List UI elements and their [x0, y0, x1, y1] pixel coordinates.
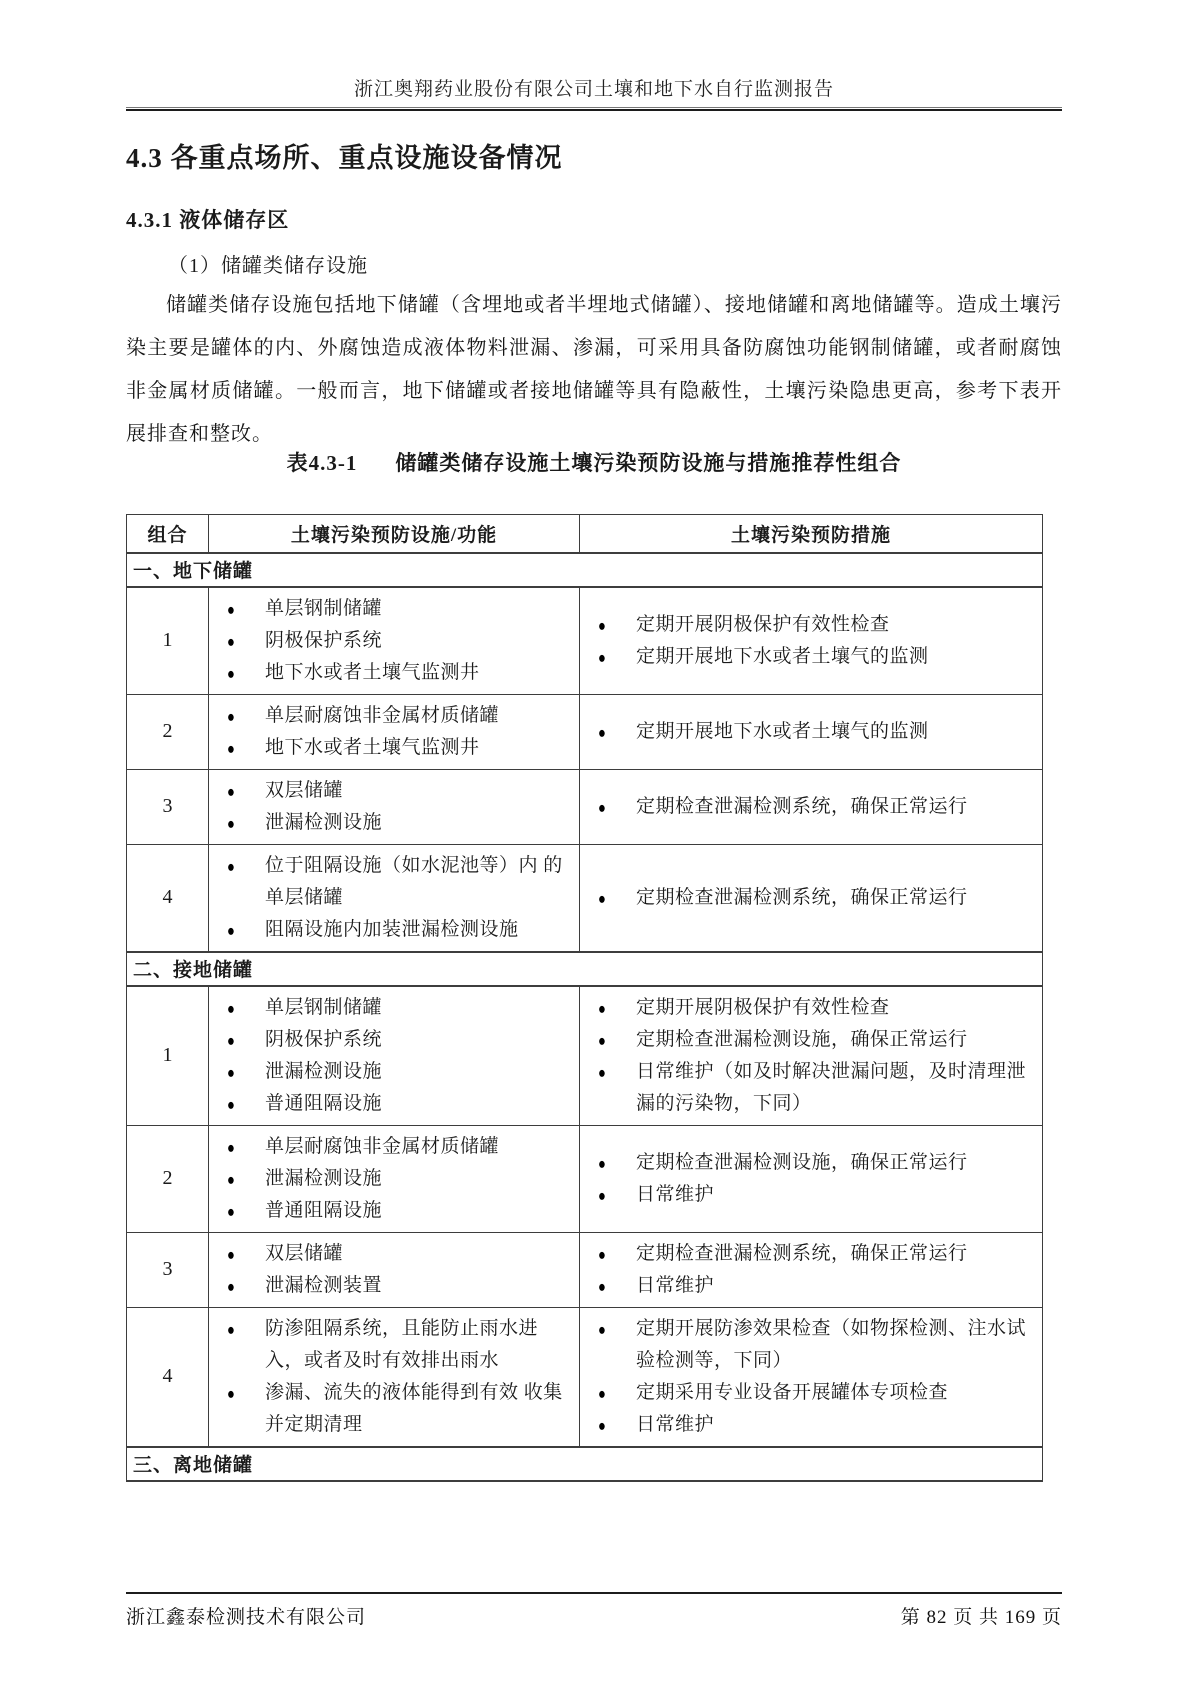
bullet-icon: ●	[227, 1383, 236, 1403]
bullet-icon: ●	[598, 1185, 607, 1205]
bullet-icon: ●	[598, 888, 607, 908]
bullet-icon: ●	[598, 1415, 607, 1435]
bullet-list	[209, 700, 573, 764]
table-section-row	[127, 952, 1043, 986]
list-item	[209, 657, 573, 689]
page-header-title: 浙江奥翔药业股份有限公司土壤和地下水自行监测报告	[353, 79, 834, 100]
bullet-list	[580, 1313, 1036, 1441]
column-header-facilities: 土壤污染预防设施/功能	[209, 515, 580, 553]
table-section-row	[127, 553, 1043, 587]
combination-number: 2	[127, 694, 209, 769]
list-item-text: 日常维护（如及时解决泄漏问题，及时清理泄漏的污染物，下同）	[636, 1060, 1027, 1114]
bullet-icon: ●	[227, 599, 236, 619]
footer-divider	[126, 1592, 1062, 1595]
table-cell	[209, 844, 580, 952]
table-cell	[580, 587, 1043, 695]
list-item-text: 单层钢制储罐	[265, 597, 383, 619]
list-item	[209, 807, 573, 839]
list-item-text: 日常维护	[636, 1274, 715, 1296]
bullet-list	[580, 1147, 1036, 1211]
table-caption-title: 储罐类储存设施土壤污染预防设施与措施推荐性组合	[395, 451, 902, 475]
list-item-text: 定期开展阴极保护有效性检查	[636, 613, 890, 635]
table-section-title: 二、接地储罐	[127, 952, 1043, 986]
list-item-text: 定期采用专业设备开展罐体专项检查	[636, 1381, 949, 1403]
list-item	[209, 850, 573, 914]
table-cell	[209, 1125, 580, 1232]
section-heading: 4.3 各重点场所、重点设施设备情况	[126, 143, 563, 173]
bullet-list	[580, 882, 1036, 914]
bullet-icon: ●	[227, 1094, 236, 1114]
list-item-text: 单层耐腐蚀非金属材质储罐	[265, 704, 500, 726]
bullet-icon: ●	[598, 1319, 607, 1339]
list-item-text: 定期检查泄漏检测系统，确保正常运行	[636, 1242, 968, 1264]
list-item	[580, 1270, 1036, 1302]
list-item	[209, 914, 573, 946]
bullet-icon: ●	[227, 663, 236, 683]
bullet-icon: ●	[598, 647, 607, 667]
list-item-text: 双层储罐	[265, 1242, 344, 1264]
bullet-icon: ●	[227, 1276, 236, 1296]
bullet-icon: ●	[227, 706, 236, 726]
bullet-icon: ●	[598, 1062, 607, 1082]
bullet-icon: ●	[227, 1244, 236, 1264]
table-cell	[580, 1125, 1043, 1232]
list-heading: （1）储罐类储存设施	[168, 255, 368, 277]
combination-number: 3	[127, 1232, 209, 1307]
table-section-title: 三、离地储罐	[127, 1447, 1043, 1481]
table-row	[127, 769, 1043, 844]
list-item-text: 渗漏、流失的液体能得到有效 收集并定期清理	[265, 1381, 563, 1435]
list-item	[580, 1377, 1036, 1409]
table-row	[127, 587, 1043, 695]
body-paragraph: 储罐类储存设施包括地下储罐（含埋地或者半埋地式储罐）、接地储罐和离地储罐等。造成土壤污染主要是罐体的内、外腐蚀造成液体物料泄漏、渗漏，可采用具备防腐蚀功能钢制储罐，或者耐腐蚀非金属材质储罐。一般而言，地下储罐或者接地储罐等具有隐蔽性，土壤污染隐患更高，参考下表开展排查和整改。	[126, 294, 1062, 445]
column-header-combination: 组合	[127, 515, 209, 553]
list-item-text: 泄漏检测设施	[265, 811, 383, 833]
bullet-list	[209, 775, 573, 839]
list-item-text: 泄漏检测设施	[265, 1060, 383, 1082]
table-cell	[580, 694, 1043, 769]
bullet-list	[580, 716, 1036, 748]
bullet-icon: ●	[227, 781, 236, 801]
list-item	[580, 1409, 1036, 1441]
bullet-icon: ●	[227, 1169, 236, 1189]
table-row	[127, 694, 1043, 769]
list-item-text: 阴极保护系统	[265, 1028, 383, 1050]
table-cell	[209, 694, 580, 769]
list-item	[209, 1238, 573, 1270]
bullet-list	[209, 593, 573, 689]
list-item	[209, 1313, 573, 1377]
list-item	[209, 700, 573, 732]
footer-company: 浙江鑫泰检测技术有限公司	[126, 1607, 367, 1628]
subsection-heading: 4.3.1 液体储存区	[126, 208, 290, 232]
list-item	[580, 1313, 1036, 1377]
list-item-text: 单层钢制储罐	[265, 996, 383, 1018]
bullet-icon: ●	[227, 1137, 236, 1157]
combination-number: 2	[127, 1125, 209, 1232]
list-item-text: 阻隔设施内加装泄漏检测设施	[265, 918, 519, 940]
list-item	[209, 1163, 573, 1195]
combination-number: 4	[127, 844, 209, 952]
bullet-icon: ●	[227, 920, 236, 940]
table-section-title: 一、地下储罐	[127, 553, 1043, 587]
list-item	[580, 1179, 1036, 1211]
recommendation-table	[126, 514, 1043, 1482]
table-cell	[580, 769, 1043, 844]
list-item	[580, 791, 1036, 823]
list-item	[580, 1056, 1036, 1120]
table-cell	[209, 1307, 580, 1447]
list-item	[209, 593, 573, 625]
list-item	[580, 1147, 1036, 1179]
combination-number: 4	[127, 1307, 209, 1447]
bullet-icon: ●	[227, 856, 236, 876]
table-caption	[126, 447, 1062, 477]
bullet-list	[209, 1238, 573, 1302]
table-cell	[209, 986, 580, 1126]
list-item-text: 日常维护	[636, 1183, 715, 1205]
list-item-text: 地下水或者土壤气监测井	[265, 736, 480, 758]
list-item	[209, 1270, 573, 1302]
bullet-icon: ●	[227, 631, 236, 651]
list-item	[580, 992, 1036, 1024]
combination-number: 1	[127, 986, 209, 1126]
bullet-icon: ●	[227, 813, 236, 833]
list-item-text: 定期开展地下水或者土壤气的监测	[636, 645, 929, 667]
list-item-text: 普通阻隔设施	[265, 1092, 383, 1114]
list-item-text: 阴极保护系统	[265, 629, 383, 651]
table-cell	[209, 769, 580, 844]
header-divider	[126, 107, 1062, 111]
table-row	[127, 986, 1043, 1126]
table-header-row	[127, 515, 1043, 553]
bullet-icon: ●	[227, 1201, 236, 1221]
list-item-text: 防渗阻隔系统，且能防止雨水进 入，或者及时有效排出雨水	[265, 1317, 539, 1371]
bullet-icon: ●	[598, 797, 607, 817]
list-item-text: 定期检查泄漏检测系统，确保正常运行	[636, 886, 968, 908]
bullet-icon: ●	[227, 1062, 236, 1082]
footer-page-number: 第 82 页 共 169 页	[900, 1607, 1062, 1628]
list-item-text: 定期检查泄漏检测设施，确保正常运行	[636, 1151, 968, 1173]
list-item	[209, 1088, 573, 1120]
list-item-text: 泄漏检测设施	[265, 1167, 383, 1189]
list-item	[580, 609, 1036, 641]
bullet-icon: ●	[598, 722, 607, 742]
list-item-text: 普通阻隔设施	[265, 1199, 383, 1221]
list-item	[580, 882, 1036, 914]
list-item	[209, 732, 573, 764]
bullet-list	[209, 1131, 573, 1227]
list-item	[209, 775, 573, 807]
table-caption-number: 表4.3-1	[286, 451, 358, 475]
list-item-text: 定期检查泄漏检测设施，确保正常运行	[636, 1028, 968, 1050]
bullet-icon: ●	[598, 1276, 607, 1296]
bullet-icon: ●	[227, 998, 236, 1018]
bullet-list	[209, 850, 573, 946]
table-cell	[580, 986, 1043, 1126]
table-cell	[580, 1307, 1043, 1447]
list-item	[209, 1056, 573, 1088]
list-item	[209, 1195, 573, 1227]
list-item-text: 定期开展防渗效果检查（如物探检测、注水试验检测等，下同）	[636, 1317, 1027, 1371]
bullet-icon: ●	[598, 615, 607, 635]
list-item	[209, 1024, 573, 1056]
bullet-list	[580, 791, 1036, 823]
list-item-text: 日常维护	[636, 1413, 715, 1435]
bullet-icon: ●	[598, 1030, 607, 1050]
table-row	[127, 844, 1043, 952]
column-header-measures: 土壤污染预防措施	[580, 515, 1043, 553]
bullet-icon: ●	[598, 998, 607, 1018]
bullet-icon: ●	[598, 1153, 607, 1173]
list-item-text: 泄漏检测装置	[265, 1274, 383, 1296]
list-item	[580, 1024, 1036, 1056]
table-section-row	[127, 1447, 1043, 1481]
list-item	[580, 641, 1036, 673]
bullet-list	[580, 609, 1036, 673]
bullet-icon: ●	[227, 1319, 236, 1339]
bullet-icon: ●	[227, 738, 236, 758]
table-cell	[580, 1232, 1043, 1307]
bullet-icon: ●	[227, 1030, 236, 1050]
combination-number: 1	[127, 587, 209, 695]
list-item-text: 位于阻隔设施（如水泥池等）内 的单层储罐	[265, 854, 563, 908]
table-cell	[209, 587, 580, 695]
list-item	[209, 625, 573, 657]
list-item-text: 单层耐腐蚀非金属材质储罐	[265, 1135, 500, 1157]
table-body	[127, 553, 1043, 1481]
table-row	[127, 1307, 1043, 1447]
list-item	[580, 716, 1036, 748]
bullet-icon: ●	[598, 1244, 607, 1264]
list-item	[209, 1377, 573, 1441]
bullet-icon: ●	[598, 1383, 607, 1403]
list-item-text: 双层储罐	[265, 779, 344, 801]
bullet-list	[580, 992, 1036, 1120]
page-footer	[126, 1602, 1062, 1629]
table-row	[127, 1232, 1043, 1307]
bullet-list	[209, 1313, 573, 1441]
bullet-list	[209, 992, 573, 1120]
list-item	[209, 1131, 573, 1163]
list-item-text: 定期开展地下水或者土壤气的监测	[636, 720, 929, 742]
list-item-text: 定期开展阴极保护有效性检查	[636, 996, 890, 1018]
list-item-text: 地下水或者土壤气监测井	[265, 661, 480, 683]
list-item-text: 定期检查泄漏检测系统，确保正常运行	[636, 795, 968, 817]
table-row	[127, 1125, 1043, 1232]
table-cell	[580, 844, 1043, 952]
bullet-list	[580, 1238, 1036, 1302]
table-cell	[209, 1232, 580, 1307]
list-item	[580, 1238, 1036, 1270]
list-item	[209, 992, 573, 1024]
combination-number: 3	[127, 769, 209, 844]
